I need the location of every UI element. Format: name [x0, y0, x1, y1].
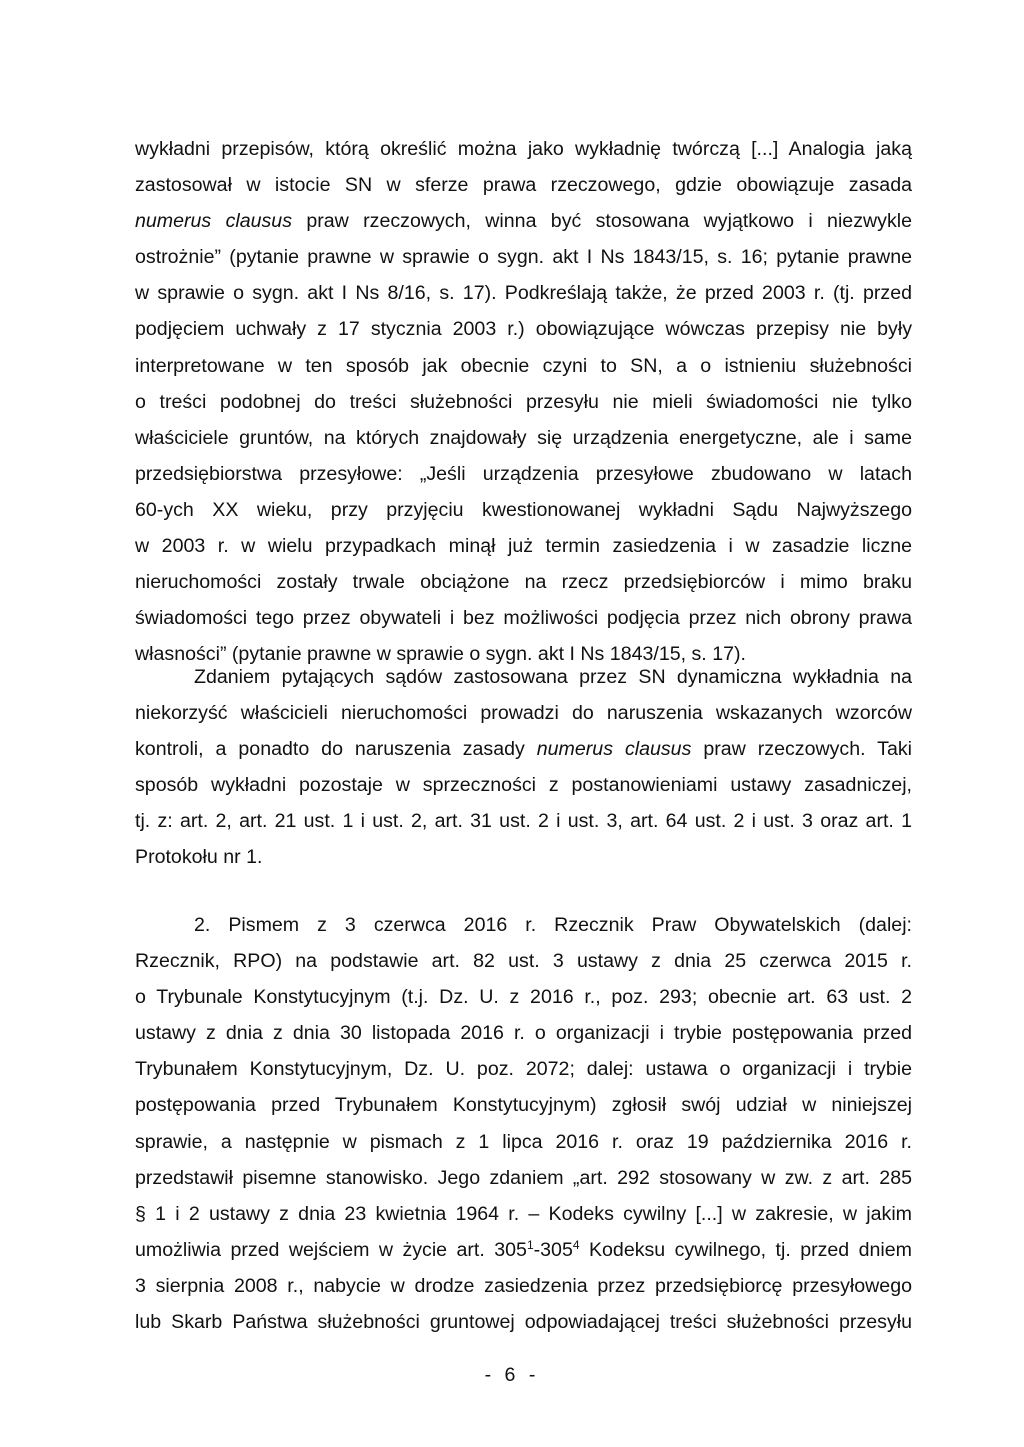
paragraph-1 [135, 131, 912, 672]
text-line: właściciele gruntów, na których znajdowały się urządzenia energetyczne, ale i same [135, 426, 912, 449]
paragraph-2 [135, 659, 912, 876]
superscript: 1 [526, 1237, 534, 1252]
text-line: sposób wykładni pozostaje w sprzeczności z postanowieniami ustawy zasadniczej, [135, 774, 912, 797]
text-line: lub Skarb Państwa służebności gruntowej odpowiadającej treści służebności przesyłu [135, 1311, 912, 1334]
text-line: nieruchomości zostały trwale obciążone na rzecz przedsiębiorców i mimo braku [135, 571, 912, 594]
text-run: -305 [533, 1238, 573, 1261]
text-line [135, 731, 912, 767]
text-run: kontroli, a ponadto do naruszenia zasady [135, 738, 537, 761]
text-line: przedstawił pisemne stanowisko. Jego zdaniem „art. 292 stosowany w zw. z art. 285 [135, 1166, 912, 1189]
text-line: postępowania przed Trybunałem Konstytucyjnym) zgłosił swój udział w niniejszej [135, 1094, 912, 1117]
text-line: interpretowane w ten sposób jak obecnie czyni to SN, a o istnieniu służebności [135, 354, 912, 377]
text-line: ustawy z dnia z dnia 30 listopada 2016 r. o organizacji i trybie postępowania przed [135, 1022, 912, 1045]
italic-term: numerus clausus [135, 210, 293, 233]
text-line: podjęciem uchwały z 17 stycznia 2003 r.) obowiązujące wówczas przepisy nie były [135, 318, 912, 341]
paragraph-3 [135, 907, 912, 1340]
text-line [135, 1232, 912, 1268]
text-run: praw rzeczowych, winna być stosowana wyjątkowo i niezwykle [292, 210, 912, 233]
text-line [135, 203, 912, 239]
text-line: 3 sierpnia 2008 r., nabycie w drodze zasiedzenia przez przedsiębiorcę przesyłowego [135, 1274, 912, 1297]
text-line: o Trybunale Konstytucyjnym (t.j. Dz. U. z 2016 r., poz. 293; obecnie art. 63 ust. 2 [135, 986, 912, 1009]
text-line: przedsiębiorstwa przesyłowe: „Jeśli urządzenia przesyłowe zbudowano w latach [135, 462, 912, 485]
text-line: 60-ych XX wieku, przy przyjęciu kwestionowanej wykładni Sądu Najwyższego [135, 498, 912, 521]
text-line: 2. Pismem z 3 czerwca 2016 r. Rzecznik Praw Obywatelskich (dalej: [194, 914, 912, 936]
text-line: ostrożnie” (pytanie prawne w sprawie o sygn. akt I Ns 1843/15, s. 16; pytanie prawne [135, 246, 912, 269]
text-line: o treści podobnej do treści służebności przesyłu nie mieli świadomości nie tylko [135, 390, 912, 413]
text-line: § 1 i 2 ustawy z dnia 23 kwietnia 1964 r. – Kodeks cywilny [...] w zakresie, w jakim [135, 1202, 912, 1225]
text-run: praw rzeczowych. Taki [691, 738, 912, 761]
text-line: w 2003 r. w wielu przypadkach minął już termin zasiedzenia i w zasadzie liczne [135, 535, 912, 558]
text-line: tj. z: art. 2, art. 21 ust. 1 i ust. 2, art. 31 ust. 2 i ust. 3, art. 64 ust. 2 i ust. 3 oraz art. 1 [135, 810, 912, 833]
text-line: wykładni przepisów, którą określić można jako wykładnię twórczą [...] Analogia jaką [135, 138, 912, 160]
text-line: własności” (pytanie prawne w sprawie o sygn. akt I Ns 1843/15, s. 17). [135, 643, 746, 666]
italic-term: numerus clausus [536, 738, 692, 761]
text-line: sprawie, a następnie w pismach z 1 lipca 2016 r. oraz 19 października 2016 r. [135, 1130, 912, 1153]
text-line: niekorzyść właścicieli nieruchomości prowadzi do naruszenia wskazanych wzorców [135, 702, 912, 725]
superscript: 4 [572, 1237, 580, 1252]
text-run: Kodeksu cywilnego, tj. przed dniem [579, 1238, 912, 1261]
text-run: umożliwia przed wejściem w życie art. 305 [135, 1238, 527, 1261]
text-line: zastosował w istocie SN w sferze prawa rzeczowego, gdzie obowiązuje zasada [135, 174, 912, 197]
page-number: - 6 - [484, 1364, 540, 1386]
text-line: Trybunałem Konstytucyjnym, Dz. U. poz. 2072; dalej: ustawa o organizacji i trybie [135, 1058, 912, 1081]
text-line: Zdaniem pytających sądów zastosowana przez SN dynamiczna wykładnia na [194, 666, 912, 688]
text-line: Protokołu nr 1. [135, 846, 263, 869]
text-line: świadomości tego przez obywateli i bez możliwości podjęcia przez nich obrony prawa [135, 607, 912, 630]
text-line: w sprawie o sygn. akt I Ns 8/16, s. 17). Podkreślają także, że przed 2003 r. (tj. przed [135, 282, 912, 305]
text-line: Rzecznik, RPO) na podstawie art. 82 ust. 3 ustawy z dnia 25 czerwca 2015 r. [135, 950, 912, 973]
